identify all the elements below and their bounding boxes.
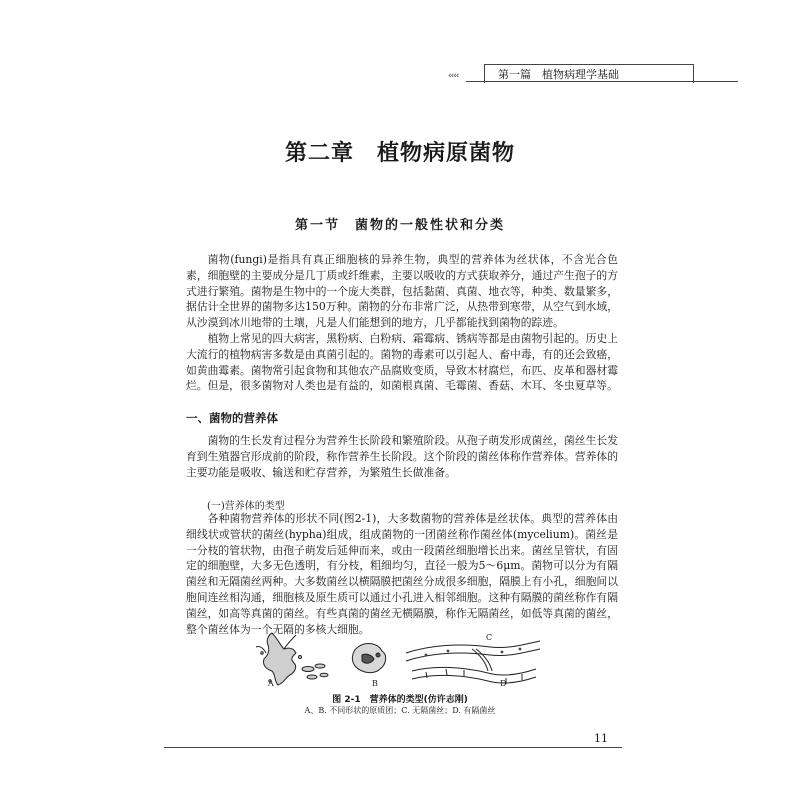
figure-subcaption: A、B. 不同形状的原质团；C. 无隔菌丝；D. 有隔菌丝 xyxy=(304,706,496,715)
figure-caption: 图 2-1 营养体的类型(仿许志刚) xyxy=(332,695,468,705)
plasmodium-a-drawing xyxy=(256,633,328,685)
section-title: 第一节 菌物的一般性状和分类 xyxy=(294,218,505,233)
page-number: 11 xyxy=(594,732,608,745)
header-rule xyxy=(466,81,738,82)
intro-paragraph: 菌物(fungi)是指具有真正细胞核的异养生物，典型的营养体为丝状体，不含光合色素，细胞壁的主要成分是几丁质或纤维素，主要以吸收的方式获取养分，通过产生孢子的方式进行繁殖。菌物是生物中的一个庞大类群，包括黏菌、真菌、地衣等，种类、数量繁多，据估计全世界的菌物多达150万种。菌物的分布非常广泛，从热带到寒带，从空气到水域，从沙漠到冰川地带的土壤，凡是人们能想到的地方，几乎都能找到菌物的踪迹。 xyxy=(186,253,618,330)
figure-label-b: B xyxy=(372,679,378,688)
heading-nutrition-body: 一、菌物的营养体 xyxy=(186,411,278,425)
footer-rule xyxy=(164,747,622,748)
header-arrows: ‹‹‹‹ xyxy=(448,71,459,81)
figure-2-1 xyxy=(250,625,550,691)
figure-label-a: A xyxy=(268,679,274,688)
nutrition-paragraph: 菌物的生长发育过程分为营养生长阶段和繁殖阶段。从孢子萌发形成菌丝，菌丝生长发育到生殖器官形成前的阶段，称作营养生长阶段。这个阶段的菌丝体称作营养体。营养体的主要功能是吸收、输送和贮存营养，为繁殖生长做准备。 xyxy=(186,434,618,479)
header-text: 第一篇 植物病理学基础 xyxy=(498,68,619,81)
figure-label-d: D xyxy=(500,679,507,688)
nutrition-text xyxy=(186,433,618,480)
plasmodium-b-drawing xyxy=(352,644,385,673)
types-text xyxy=(186,511,618,637)
intro-text xyxy=(186,252,618,394)
intro-paragraph: 植物上常见的四大病害，黑粉病、白粉病、霜霉病、锈病等都是由菌物引起的。历史上大流行的植物病害多数是由真菌引起的。菌物的毒素可以引起人、畜中毒，有的还会致癌，如黄曲霉素。菌物常引起食物和其他农产品腐败变质，导致木材腐烂，布匹、皮革和器材霉烂。但是，很多菌物对人类也是有益的，如菌根真菌、毛霉菌、香菇、木耳、冬虫夏草等。 xyxy=(186,331,618,393)
heading-types: (一)营养体的类型 xyxy=(207,501,285,512)
running-header xyxy=(448,64,738,86)
hyphae-drawing xyxy=(406,641,540,684)
figure-label-c: C xyxy=(486,633,493,642)
types-paragraph: 各种菌物营养体的形状不同(图2-1)，大多数菌物的营养体是丝状体。典型的营养体由细线状或管状的菌丝(hypha)组成，组成菌物的一团菌丝称作菌丝体(mycelium)。菌丝是一分枝的管状物，由孢子萌发后延伸而来，或由一段菌丝细胞增长出来。菌丝呈管状，有固定的细胞壁，大多无色透明，有分枝，粗细均匀，直径一般为5～6μm。菌物可以分为有隔菌丝和无隔菌丝两种。大多数菌丝以横隔膜把菌丝分成很多细胞，隔膜上有小孔，细胞间以胞间连丝相沟通，细胞核及原生质可以通过小孔进入相邻细胞。这种有隔膜的菌丝称作有隔菌丝，如高等真菌的菌丝。有些真菌的菌丝无横隔膜，称作无隔菌丝，如低等真菌的菌丝，整个菌丝体为一个无隔的多核大细胞。 xyxy=(186,512,618,636)
chapter-title: 第二章 植物病原菌物 xyxy=(284,140,515,166)
